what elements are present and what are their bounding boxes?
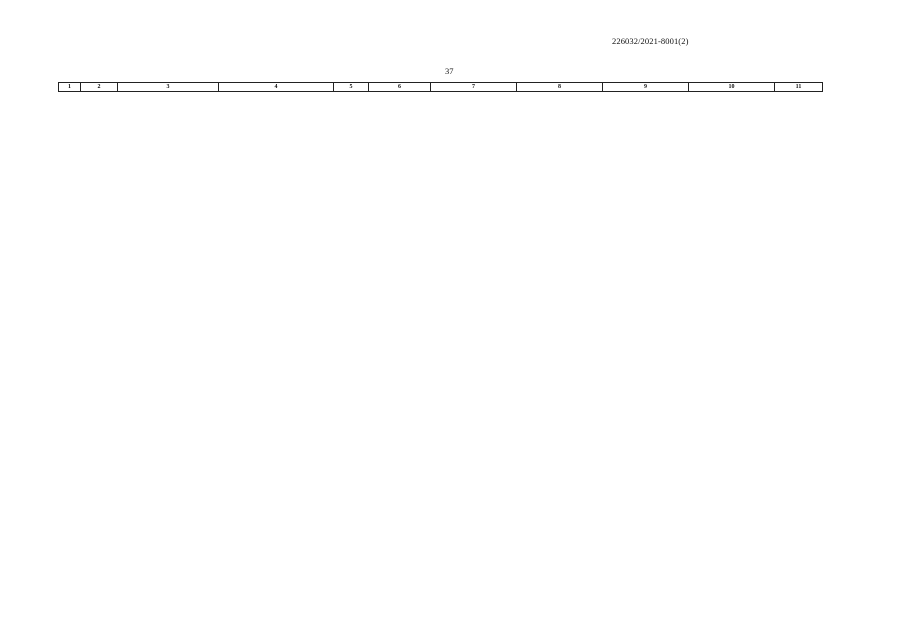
product-characteristics-table <box>58 82 823 92</box>
column-header: 2 <box>81 83 118 92</box>
column-header: 6 <box>369 83 431 92</box>
column-header: 1 <box>59 83 81 92</box>
column-header: 7 <box>431 83 517 92</box>
column-header: 9 <box>603 83 689 92</box>
column-header: 3 <box>118 83 219 92</box>
column-header: 5 <box>334 83 369 92</box>
page-number: 37 <box>445 66 454 76</box>
column-header: 4 <box>219 83 334 92</box>
document-number: 226032/2021-8001(2) <box>612 36 689 46</box>
column-header: 11 <box>775 83 823 92</box>
column-header: 10 <box>689 83 775 92</box>
table-header-row <box>59 83 823 92</box>
column-header: 8 <box>517 83 603 92</box>
